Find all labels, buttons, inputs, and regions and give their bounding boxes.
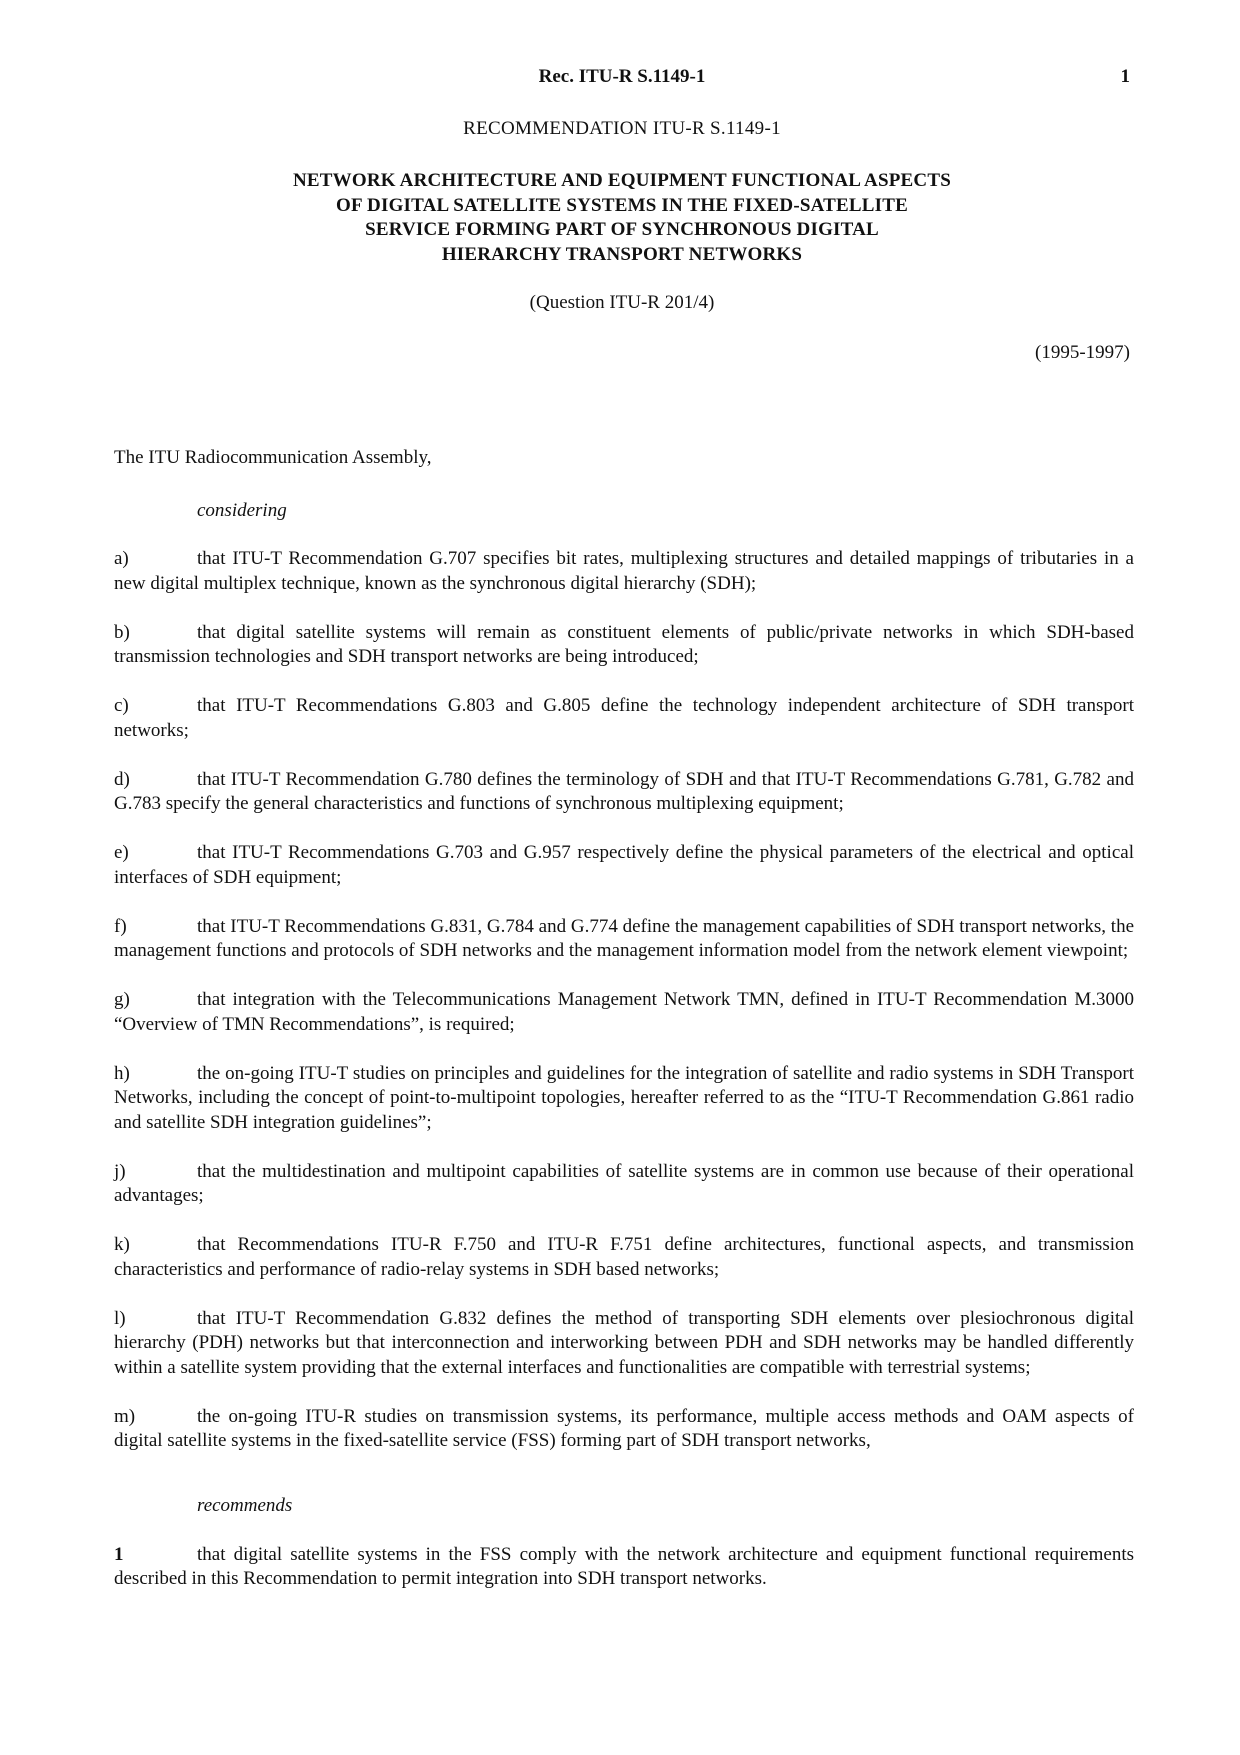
- paragraph-text: that digital satellite systems will remain as constituent elements of public/private networks in which SDH-based transmission technologies and SDH transport networks are being introduced;: [114, 621, 1134, 667]
- paragraph-text: the on-going ITU-R studies on transmission systems, its performance, multiple access methods and OAM aspects of digital satellite systems in the fixed-satellite service (FSS) forming part of SDH transport networks,: [114, 1405, 1134, 1451]
- considering-paragraph: [114, 1405, 1134, 1454]
- paragraph-label: m): [114, 1405, 136, 1427]
- paragraph-label: l): [114, 1307, 126, 1329]
- paragraph-label: g): [114, 989, 130, 1010]
- considering-paragraph: [114, 1160, 1134, 1209]
- paragraph-text: that ITU-T Recommendation G.707 specifies bit rates, multiplexing structures and detailed mappings of tributaries in a new digital multiplex technique, known as the synchronous digital hierarchy (SDH);: [114, 548, 1134, 594]
- title-line: OF DIGITAL SATELLITE SYSTEMS IN THE FIXED-SATELLITE: [336, 194, 908, 216]
- paragraph-label: a): [114, 548, 129, 569]
- paragraph-text: that Recommendations ITU-R F.750 and ITU-R F.751 define architectures, functional aspects, and transmission characteristics and performance of radio-relay systems in SDH based networks;: [114, 1234, 1134, 1280]
- title-line: NETWORK ARCHITECTURE AND EQUIPMENT FUNCTIONAL ASPECTS: [293, 170, 951, 191]
- considering-paragraph: [114, 547, 1134, 596]
- considering-paragraph: [114, 1062, 1134, 1136]
- paragraph-label: 1: [114, 1543, 124, 1565]
- paragraph-text: that ITU-T Recommendations G.703 and G.957 respectively define the physical parameters of the electrical and optical interfaces of SDH equipment;: [114, 842, 1134, 888]
- considering-paragraph: [114, 1307, 1134, 1381]
- considering-paragraph: [114, 694, 1134, 743]
- title-line: HIERARCHY TRANSPORT NETWORKS: [441, 243, 803, 265]
- paragraph-label: j): [114, 1160, 126, 1182]
- considering-paragraph: [114, 988, 1134, 1037]
- page-number: 1: [1120, 66, 1130, 87]
- considering-paragraph: [114, 768, 1134, 817]
- paragraph-text: that digital satellite systems in the FSS comply with the network architecture and equipment functional requirements described in this Recommendation to permit integration into SDH transport networks.: [114, 1543, 1134, 1589]
- paragraph-label: k): [114, 1234, 130, 1255]
- paragraph-label: h): [114, 1062, 130, 1084]
- paragraph-label: e): [114, 842, 129, 863]
- title-line: SERVICE FORMING PART OF SYNCHRONOUS DIGITAL: [365, 219, 879, 240]
- paragraph-text: that the multidestination and multipoint capabilities of satellite systems are in common use because of their operational advantages;: [114, 1160, 1134, 1206]
- considering-paragraph: [114, 1233, 1134, 1282]
- paragraph-label: c): [114, 695, 129, 716]
- document-title: [114, 169, 1130, 267]
- paragraph-label: b): [114, 621, 130, 643]
- paragraph-text: that ITU-T Recommendation G.832 defines the method of transporting SDH elements over plesiochronous digital hierarchy (PDH) networks but that interconnection and interworking between PDH and SDH networks may be handled differently within a satellite system providing that the external interfaces and functionalities are compatible with terrestrial systems;: [114, 1307, 1134, 1378]
- paragraph-label: d): [114, 768, 130, 790]
- recommendation-number: RECOMMENDATION ITU-R S.1149-1: [463, 118, 781, 139]
- paragraph-text: that ITU-T Recommendations G.803 and G.805 define the technology independent architecture of SDH transport networks;: [114, 695, 1134, 741]
- paragraph-text: that ITU-T Recommendation G.780 defines the terminology of SDH and that ITU-T Recommendations G.781, G.782 and G.783 specify the general characteristics and functions of synchronous multiplexing equipment;: [114, 768, 1134, 814]
- paragraph-text: that ITU-T Recommendations G.831, G.784 and G.774 define the management capabilities of SDH transport networks, the management functions and protocols of SDH networks and the management information model from the network element viewpoint;: [114, 915, 1134, 961]
- assembly-preamble: The ITU Radiocommunication Assembly,: [114, 447, 432, 468]
- running-header: [114, 66, 1130, 94]
- section-spacer: [114, 1478, 1134, 1494]
- considering-paragraph: [114, 841, 1134, 890]
- recommends-heading: recommends: [197, 1495, 293, 1516]
- running-title: Rec. ITU-R S.1149-1: [538, 66, 706, 87]
- recommends-paragraph: [114, 1543, 1134, 1592]
- considering-paragraph: [114, 915, 1134, 964]
- paragraph-text: that integration with the Telecommunications Management Network TMN, defined in ITU-T Recommendation M.3000 “Overview of TMN Recommendations”, is required;: [114, 989, 1134, 1035]
- question-reference: (Question ITU-R 201/4): [529, 292, 715, 313]
- document-body: [114, 446, 1134, 1616]
- considering-paragraph: [114, 621, 1134, 670]
- paragraph-label: f): [114, 915, 127, 937]
- paragraph-text: the on-going ITU-T studies on principles and guidelines for the integration of satellite and radio systems in SDH Transport Networks, including the concept of point-to-multipoint topologies, hereafter referred to as the “ITU-T Recommendation G.861 radio and satellite SDH integration guidelines”;: [114, 1062, 1134, 1133]
- approval-dates: (1995-1997): [1035, 342, 1130, 363]
- considering-heading: considering: [197, 499, 287, 521]
